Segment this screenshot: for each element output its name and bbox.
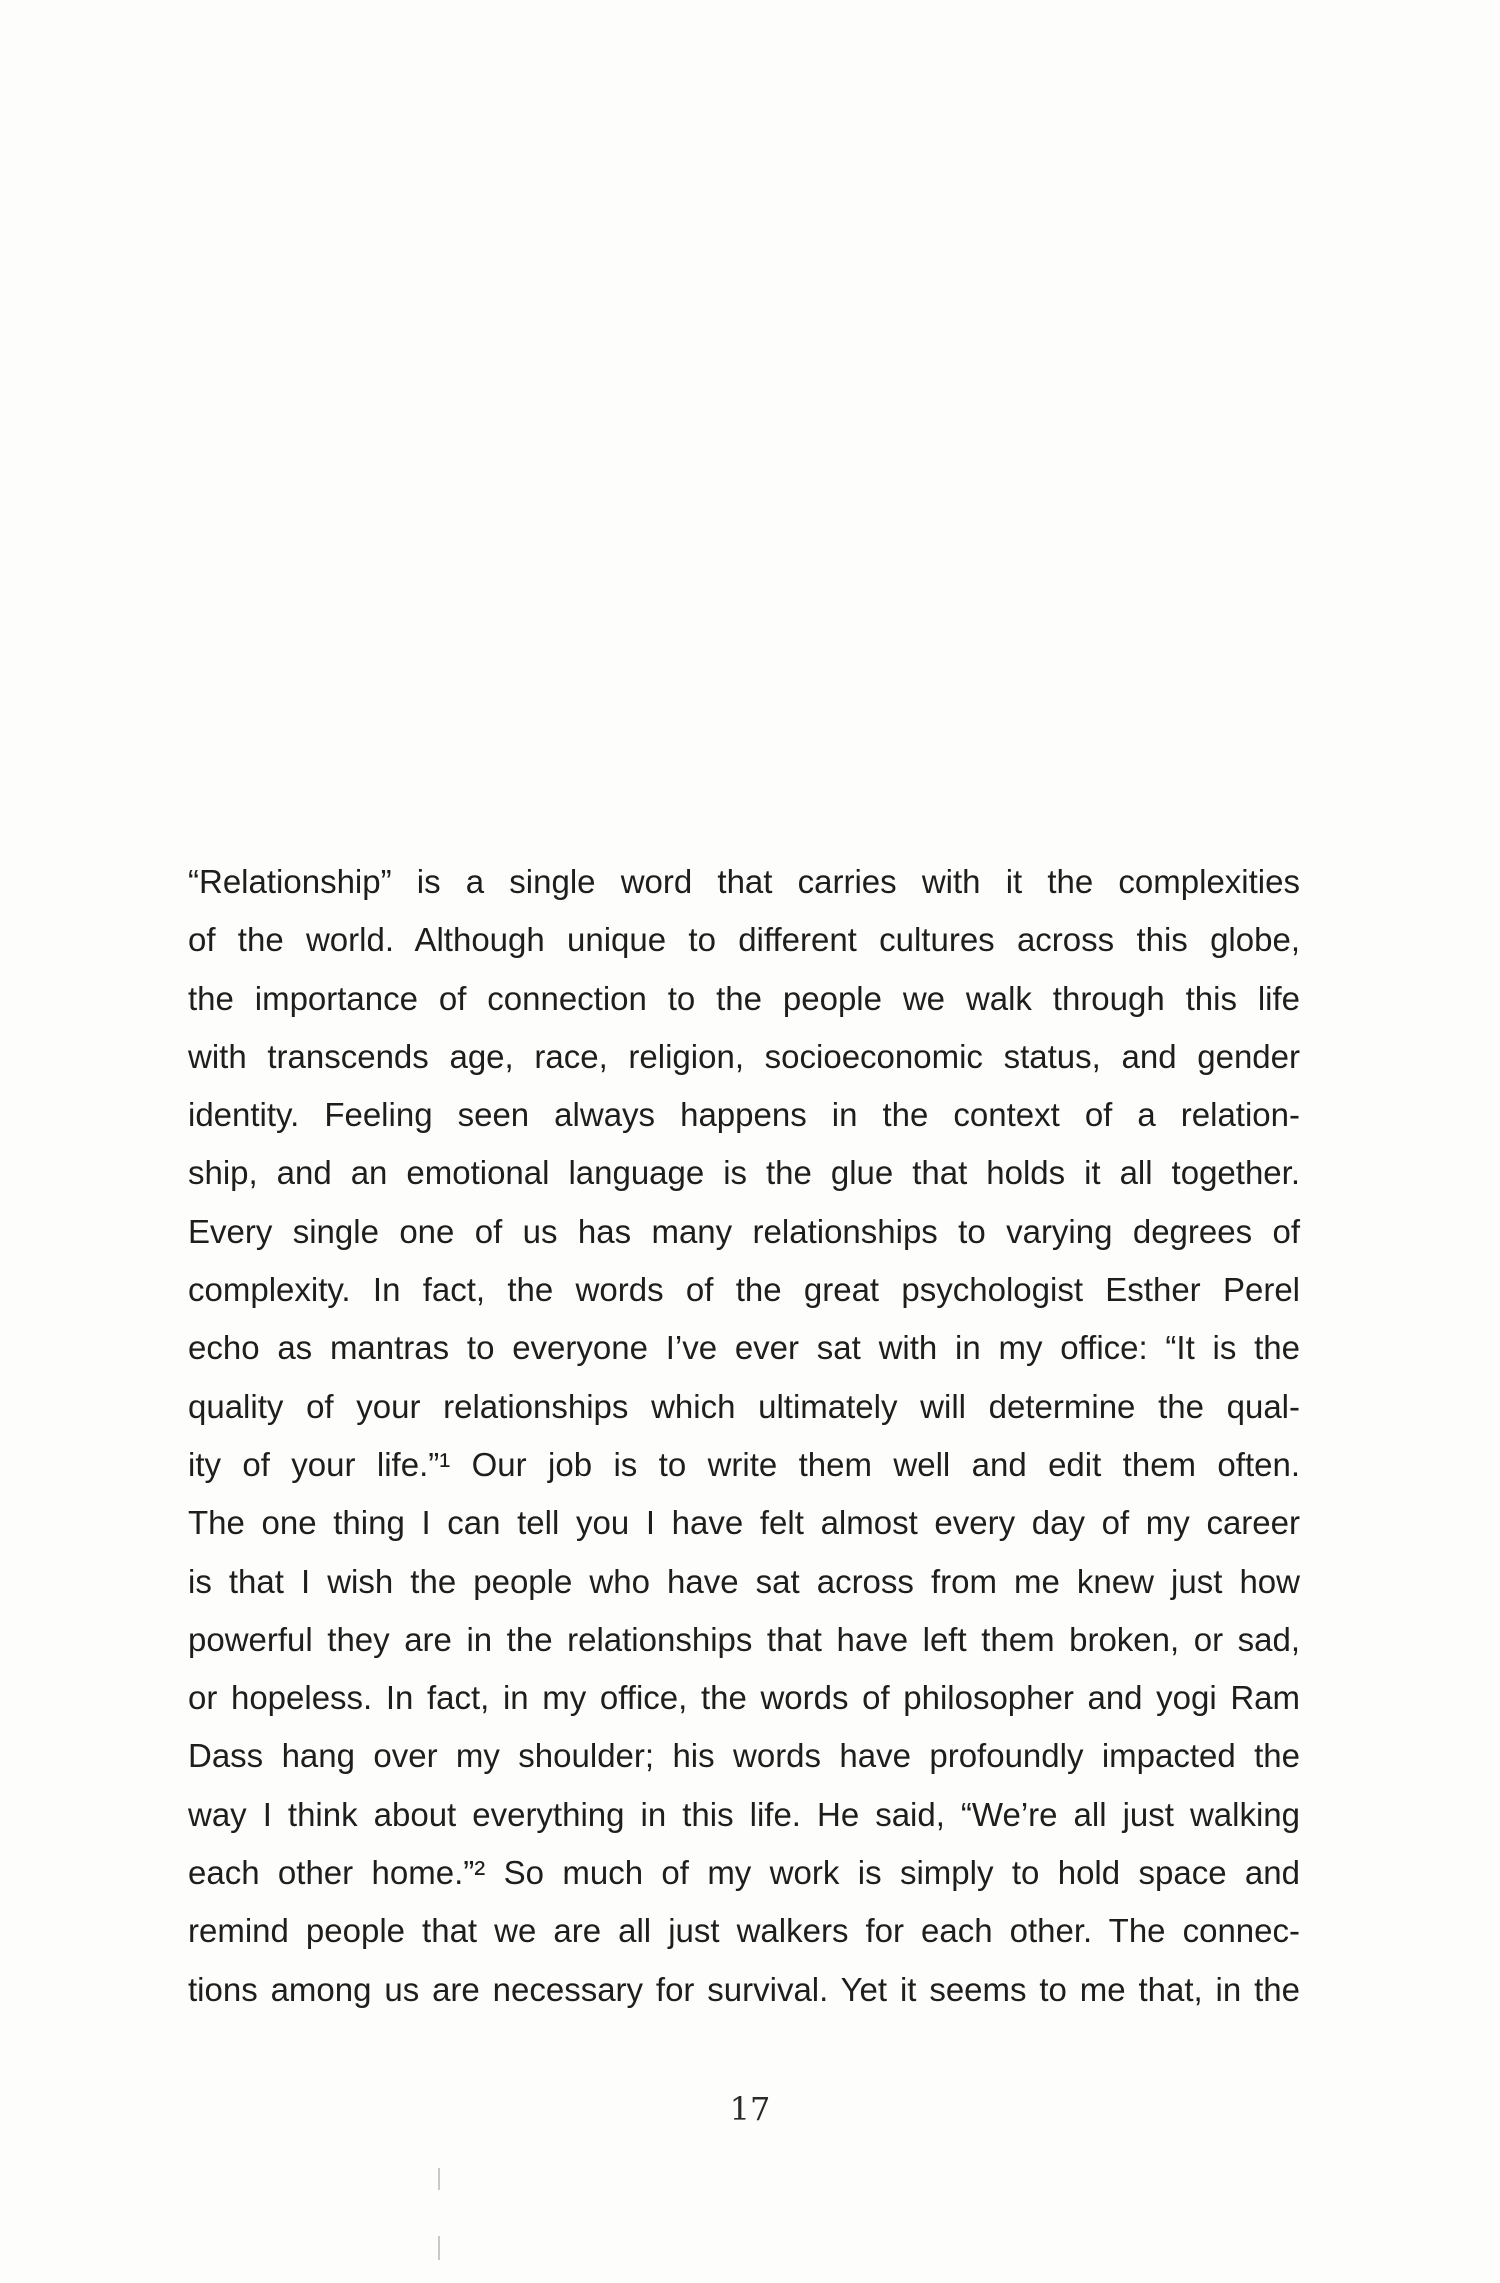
text-line: each other home.”² So much of my work is simply to hold space and: [188, 1854, 1300, 1892]
text-line: with transcends age, race, religion, socioeconomic status, and gender: [188, 1037, 1300, 1075]
text-line: complexity. In fact, the words of the great psychologist Esther Perel: [188, 1271, 1300, 1309]
text-line: or hopeless. In fact, in my office, the words of philosopher and yogi Ram: [188, 1679, 1300, 1717]
text-line: “Relationship” is a single word that carries with it the complexities: [188, 863, 1300, 900]
text-line: remind people that we are all just walkers for each other. The connec-: [188, 1912, 1300, 1950]
scan-artifact: [438, 2168, 440, 2190]
text-line: identity. Feeling seen always happens in the context of a relation-: [188, 1096, 1300, 1134]
text-line: tions among us are necessary for survival. Yet it seems to me that, in the: [188, 1970, 1300, 2008]
text-line: The one thing I can tell you I have felt almost every day of my career: [188, 1504, 1300, 1542]
text-line: ity of your life.”¹ Our job is to write them well and edit them often.: [188, 1445, 1300, 1483]
body-paragraph: [188, 853, 1300, 2019]
text-line: echo as mantras to everyone I’ve ever sat with in my office: “It is the: [188, 1329, 1300, 1367]
text-line: ship, and an emotional language is the glue that holds it all together.: [188, 1154, 1300, 1192]
text-line: quality of your relationships which ultimately will determine the qual-: [188, 1387, 1300, 1425]
text-line: powerful they are in the relationships that have left them broken, or sad,: [188, 1620, 1300, 1658]
scan-artifact: [438, 2236, 440, 2260]
text-line: Every single one of us has many relationships to varying degrees of: [188, 1212, 1300, 1250]
text-line: way I think about everything in this life. He said, “We’re all just walking: [188, 1795, 1300, 1833]
page-number: 17: [729, 2090, 771, 2128]
text-line: Dass hang over my shoulder; his words have profoundly impacted the: [188, 1737, 1300, 1775]
text-line: the importance of connection to the people we walk through this life: [188, 979, 1300, 1017]
text-line: is that I wish the people who have sat across from me knew just how: [188, 1562, 1300, 1600]
text-line: of the world. Although unique to different cultures across this globe,: [188, 921, 1300, 959]
